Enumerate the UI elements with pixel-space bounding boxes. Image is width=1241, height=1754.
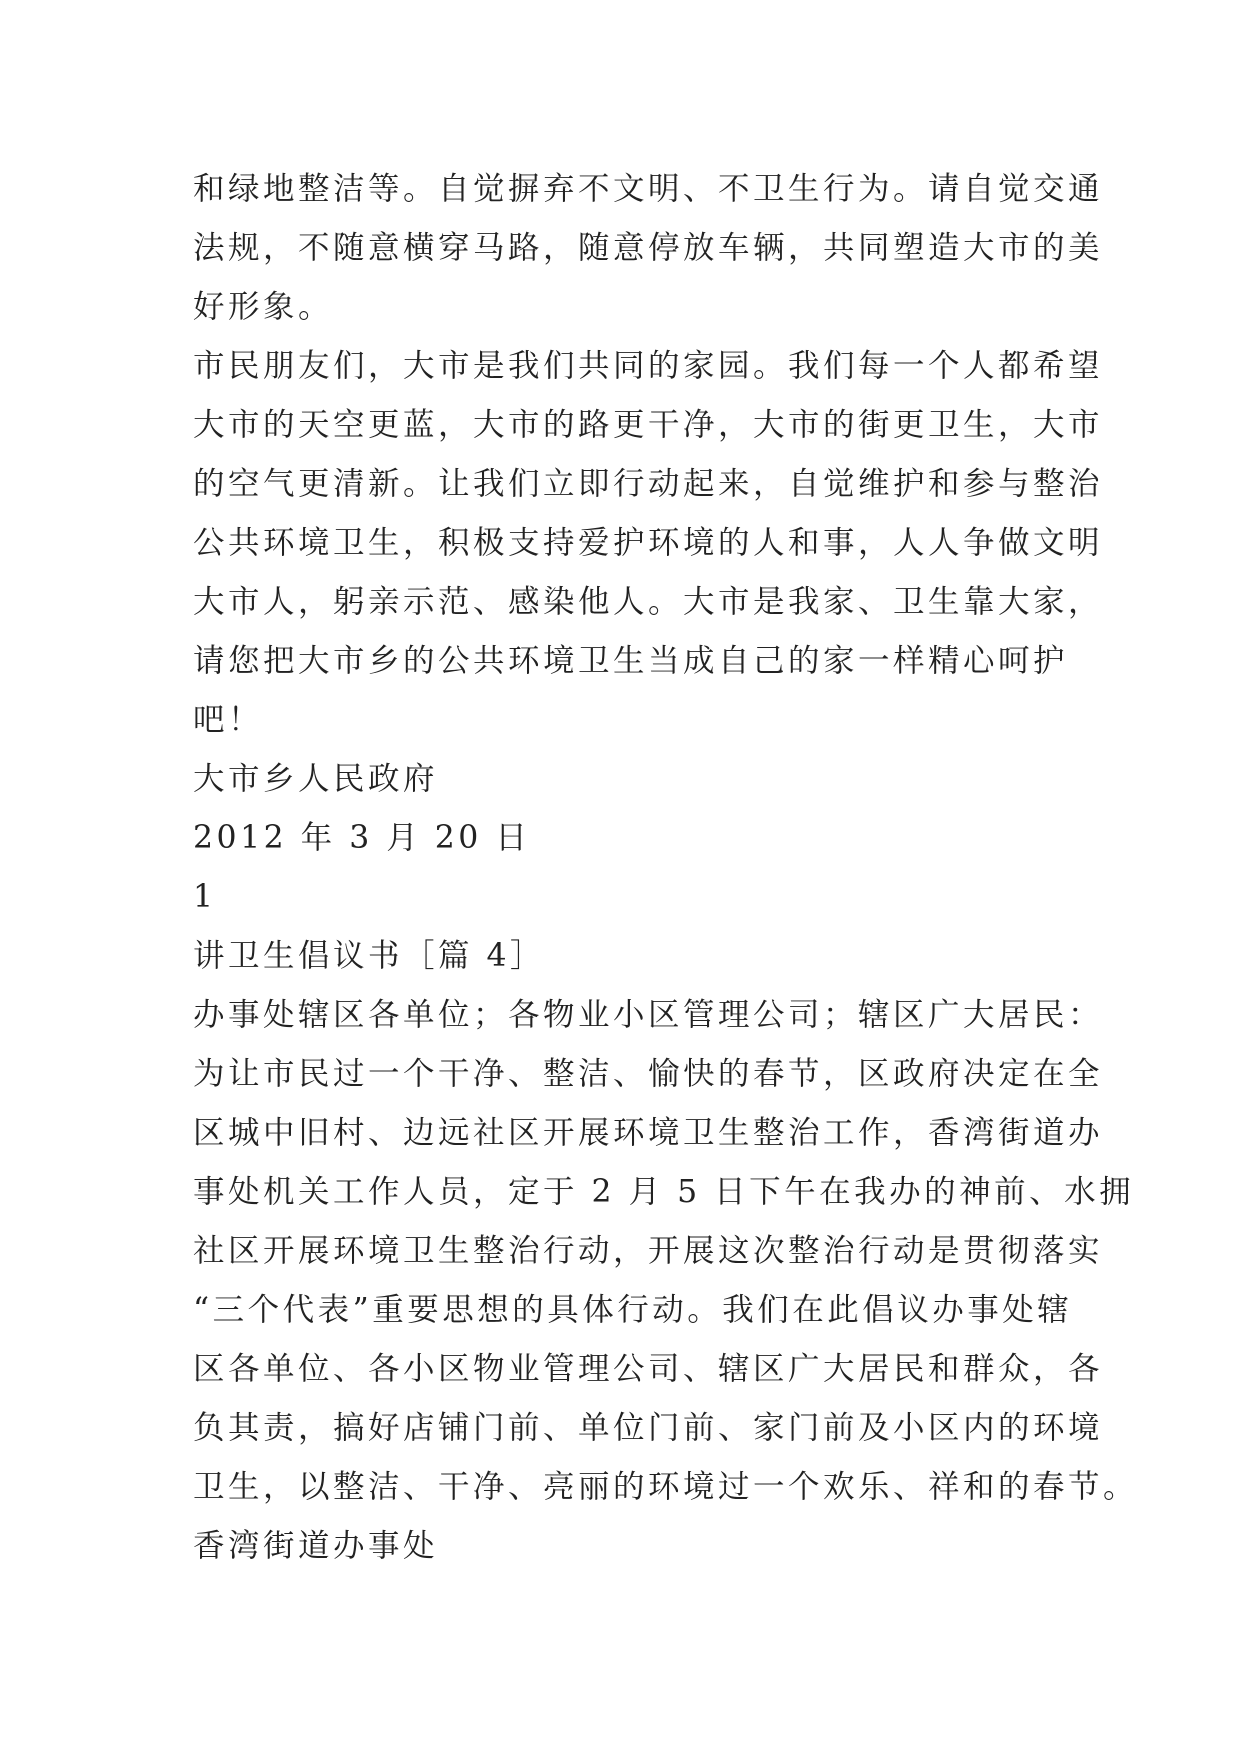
page-number: 1	[193, 879, 217, 915]
text-line: 卫生，以整洁、干净、亮丽的环境过一个欢乐、祥和的春节。	[193, 1469, 1139, 1505]
signature-date: 2012 年 3 月 20 日	[193, 820, 531, 856]
text-line: 好形象。	[193, 289, 334, 325]
text-line: 吧！	[193, 702, 264, 738]
text-line: 事处机关工作人员，定于 2 月 5 日下午在我办的神前、水拥	[193, 1174, 1135, 1210]
text-line: 社区开展环境卫生整治行动，开展这次整治行动是贯彻落实	[193, 1233, 1104, 1269]
section-title: 讲卫生倡议书［篇 4］	[193, 938, 546, 974]
text-line: 市民朋友们，大市是我们共同的家园。我们每一个人都希望	[193, 348, 1104, 384]
text-line: 区各单位、各小区物业管理公司、辖区广大居民和群众，各	[193, 1351, 1104, 1387]
text-line: 的空气更清新。让我们立即行动起来，自觉维护和参与整治	[193, 466, 1104, 502]
text-line: 公共环境卫生，积极支持爱护环境的人和事，人人争做文明	[193, 525, 1104, 561]
document-body	[193, 160, 1139, 1576]
text-line: 法规，不随意横穿马路，随意停放车辆，共同塑造大市的美	[193, 230, 1104, 266]
signature-org: 大市乡人民政府	[193, 761, 439, 797]
signature-org: 香湾街道办事处	[193, 1528, 439, 1564]
text-line: 为让市民过一个干净、整洁、愉快的春节，区政府决定在全	[193, 1056, 1104, 1092]
text-line: 办事处辖区各单位；各物业小区管理公司；辖区广大居民：	[193, 997, 1104, 1033]
text-line: 大市的天空更蓝，大市的路更干净，大市的街更卫生，大市	[193, 407, 1104, 443]
text-line: 区城中旧村、边远社区开展环境卫生整治工作，香湾街道办	[193, 1115, 1104, 1151]
text-line: 大市人，躬亲示范、感染他人。大市是我家、卫生靠大家，	[193, 584, 1104, 620]
text-line: 和绿地整洁等。自觉摒弃不文明、不卫生行为。请自觉交通	[193, 171, 1104, 207]
text-line: 请您把大市乡的公共环境卫生当成自己的家一样精心呵护	[193, 643, 1069, 679]
text-line: 负其责，搞好店铺门前、单位门前、家门前及小区内的环境	[193, 1410, 1104, 1446]
text-line: “三个代表”重要思想的具体行动。我们在此倡议办事处辖	[193, 1292, 1073, 1328]
